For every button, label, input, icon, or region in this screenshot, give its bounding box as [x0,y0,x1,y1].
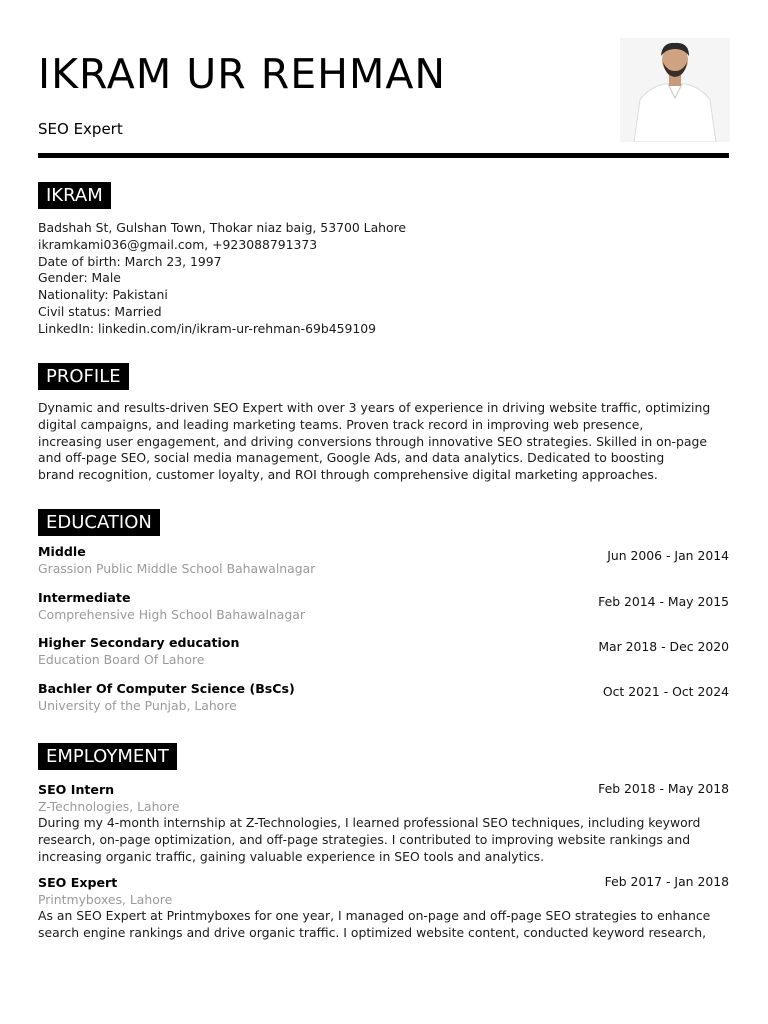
education-dates: Feb 2014 - May 2015 [598,594,729,609]
contact-gender: Gender: Male [38,270,121,286]
profile-line: and off-page SEO, social media management, Google Ads, and data analytics. Dedicated to boosting [38,450,665,466]
profile-section-title: PROFILE [38,363,129,390]
education-institution: University of the Punjab, Lahore [38,698,237,713]
contact-address: Badshah St, Gulshan Town, Thokar niaz baig, 53700 Lahore [38,220,407,235]
education-dates: Mar 2018 - Dec 2020 [598,639,729,654]
education-section-title: EDUCATION [38,509,160,536]
education-title: Bachler Of Computer Science (BsCs) [38,681,295,696]
candidate-role: SEO Expert [38,120,123,138]
employment-description [38,908,728,942]
profile-line: increasing user engagement, and driving conversions through innovative SEO strategies. Skilled in on-page [38,433,707,449]
education-item [38,543,729,577]
employment-item [38,874,729,942]
employment-description-line: search engine rankings and drive organic traffic. I optimized website content, conducted keyword research, [38,924,707,940]
profile-photo-icon [620,38,730,142]
profile-line: brand recognition, customer loyalty, and ROI through comprehensive digital marketing approaches. [38,467,658,483]
education-institution: Education Board Of Lahore [38,652,205,667]
employment-company: Z-Technologies, Lahore [38,799,180,814]
profile-photo [620,38,730,142]
employment-section-title: EMPLOYMENT [38,743,177,770]
employment-company: Printmyboxes, Lahore [38,892,173,907]
employment-description-line: During my 4-month internship at Z-Technologies, I learned professional SEO techniques, including keyword [38,815,701,830]
contact-email-phone: ikramkami036@gmail.com, +923088791373 [38,236,318,252]
education-item [38,680,729,714]
header-divider [38,153,729,158]
candidate-name: IKRAM UR REHMAN [38,50,447,98]
employment-dates: Feb 2018 - May 2018 [598,781,729,796]
education-dates: Jun 2006 - Jan 2014 [607,548,729,563]
education-institution: Grassion Public Middle School Bahawalnagar [38,561,316,576]
contact-civil-status: Civil status: Married [38,303,162,319]
education-institution: Comprehensive High School Bahawalnagar [38,607,305,622]
profile-line: Dynamic and results-driven SEO Expert with over 3 years of experience in driving website traffic, optimizing [38,400,711,415]
education-dates: Oct 2021 - Oct 2024 [602,684,729,699]
employment-title: SEO Expert [38,875,118,890]
employment-title: SEO Intern [38,782,115,797]
education-title: Intermediate [38,590,131,605]
profile-summary [38,400,728,484]
employment-description [38,815,728,865]
education-title: Middle [38,544,86,559]
employment-description-line: As an SEO Expert at Printmyboxes for one year, I managed on-page and off-page SEO strategies to enhance [38,908,711,923]
employment-description-line: research, on-page optimization, and off-page strategies. I contributed to improving website rankings and [38,831,691,847]
education-title: Higher Secondary education [38,635,240,650]
employment-item [38,781,729,865]
contact-section-title: IKRAM [38,182,111,209]
profile-line: digital campaigns, and leading marketing teams. Proven track record in improving web presence, [38,416,644,432]
contact-details [38,220,728,338]
employment-dates: Feb 2017 - Jan 2018 [604,874,729,889]
contact-nationality: Nationality: Pakistani [38,287,168,303]
employment-description-line: increasing organic traffic, gaining valuable experience in SEO tools and analytics. [38,848,545,864]
contact-linkedin: LinkedIn: linkedin.com/in/ikram-ur-rehman-69b459109 [38,320,377,336]
education-item [38,589,729,623]
education-item [38,634,729,668]
contact-dob: Date of birth: March 23, 1997 [38,253,222,269]
